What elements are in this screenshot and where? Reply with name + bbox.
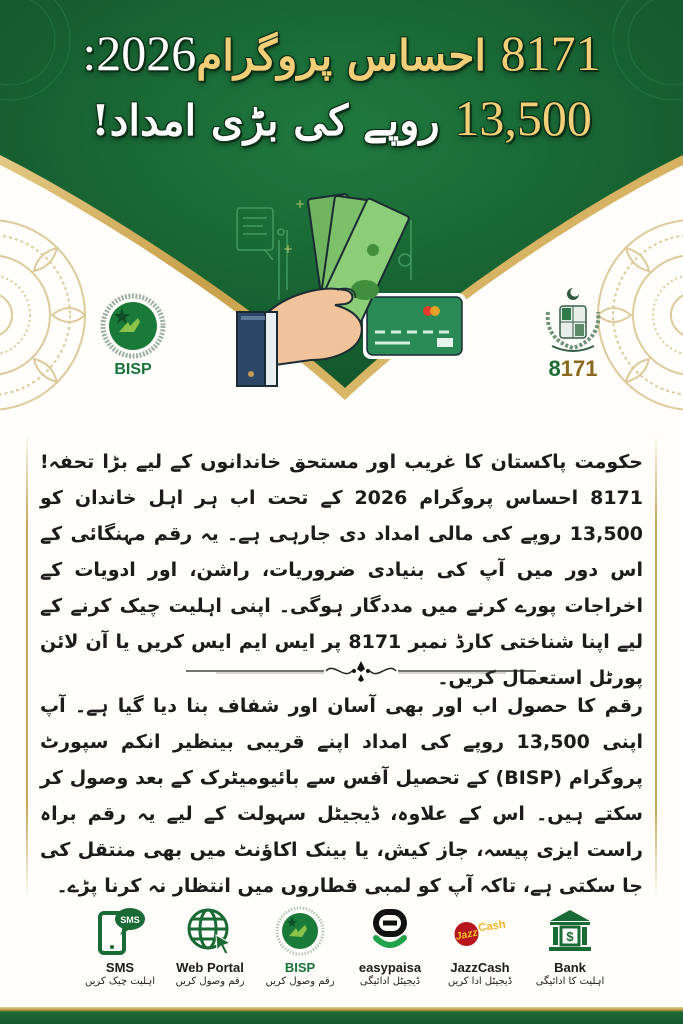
- channel-sublabel: اہلیت چیک کریں: [85, 976, 155, 987]
- bisp-logo-icon: [275, 906, 325, 956]
- channel-jazzcash[interactable]: [435, 905, 525, 1005]
- channel-bank[interactable]: [525, 905, 615, 1005]
- headline-number: 8171: [500, 25, 601, 81]
- channel-easypaisa[interactable]: [345, 905, 435, 1005]
- channel-sublabel: ڈیجیٹل ادائیگی: [359, 976, 421, 987]
- channel-label: Web Portal: [176, 960, 244, 975]
- svg-text:+: +: [283, 242, 294, 256]
- government-emblem-logo: [538, 284, 608, 380]
- channel-web-portal[interactable]: [165, 905, 255, 1005]
- content-panel: [26, 430, 657, 900]
- jazzcash-icon: [450, 905, 510, 957]
- channel-sublabel: رقم وصول کریں: [175, 976, 245, 987]
- channel-sublabel: رقم وصول کریں: [265, 976, 335, 987]
- headline-amount: 13,500: [454, 90, 592, 146]
- svg-text:SMS: SMS: [120, 915, 140, 925]
- channel-sublabel: ڈیجیٹل ادا کریں: [447, 976, 513, 987]
- ornamental-divider: [176, 660, 546, 682]
- svg-text:+: +: [295, 197, 306, 211]
- svg-text:8171: 8171: [548, 356, 598, 380]
- sms-phone-icon: [94, 905, 146, 957]
- channel-bisp[interactable]: [255, 905, 345, 1005]
- channel-sublabel: اہلیت کا ادائیگی: [535, 976, 605, 987]
- panel-border-left: [26, 430, 28, 900]
- hand-cash-card-illustration: [215, 190, 470, 400]
- headline-line-1: [0, 22, 683, 87]
- channel-label: JazzCash: [450, 960, 510, 975]
- headline: [0, 22, 683, 152]
- svg-text:Jazz: Jazz: [454, 926, 479, 943]
- panel-border-right: [655, 430, 657, 900]
- headline-year: 2026:: [82, 25, 197, 81]
- paragraph-collection: رقم کا حصول اب اور بھی آسان اور شفاف بنا دیا گیا ہے۔ آپ اپنی 13,500 روپے کی امداد اپنے قریبی بینظیر انکم سپورٹ پروگرام (BISP) کے تحصیل آفس سے بائیومیٹرک کے بعد وصول کر سکتے ہیں۔ اس کے علاوہ، ڈیجیٹل سہولت کے لیے یہ رقم براہ راست ایزی پیسہ، جاز کیش، یا بینک اکاؤنٹ میں بھی منتقل کی جا سکتی ہے، تاکہ آپ کو لمبی قطاروں میں انتظار نہ کرنا پڑے۔: [40, 695, 643, 897]
- channel-label: easypaisa: [358, 960, 422, 975]
- svg-text:Cash: Cash: [477, 918, 507, 935]
- bisp-logo: [92, 288, 174, 380]
- mandala-ornament-left: [0, 215, 90, 415]
- channel-label: Bank: [554, 960, 586, 975]
- footer-bar: [0, 1007, 683, 1024]
- paragraph-intro: حکومت پاکستان کا غریب اور مستحق خاندانوں کے لیے بڑا تحفہ! 8171 احساس پروگرام 2026 کے تحت اب ہر اہل خاندان کو 13,500 روپے کی مالی امداد دی جارہی ہے۔ یہ رقم مہنگائی کے اس دور میں آپ کی بنیادی ضروریات، راشن، اور ادویات کے اخراجات پورے کرنے میں مددگار ہوگی۔ اپنی اہلیت چیک کرنے کے لیے اپنا شناختی کارڈ نمبر 8171 پر ایس ایم ایس کریں یا آن لائن پورٹل استعمال کریں۔: [40, 451, 643, 689]
- headline-rest: روپے کی بڑی امداد!: [91, 96, 440, 145]
- easypaisa-icon: [367, 908, 413, 954]
- globe-cursor-icon: [184, 905, 236, 957]
- svg-text:$: $: [566, 929, 574, 944]
- headline-program: احساس پروگرام: [196, 31, 487, 80]
- channel-icons-row: [75, 905, 615, 1005]
- headline-line-2: [0, 87, 683, 152]
- channel-sms[interactable]: [75, 905, 165, 1005]
- bank-icon: [546, 907, 594, 955]
- channel-label: BISP: [284, 960, 316, 975]
- channel-label: SMS: [105, 960, 135, 975]
- svg-text:BISP: BISP: [114, 361, 152, 378]
